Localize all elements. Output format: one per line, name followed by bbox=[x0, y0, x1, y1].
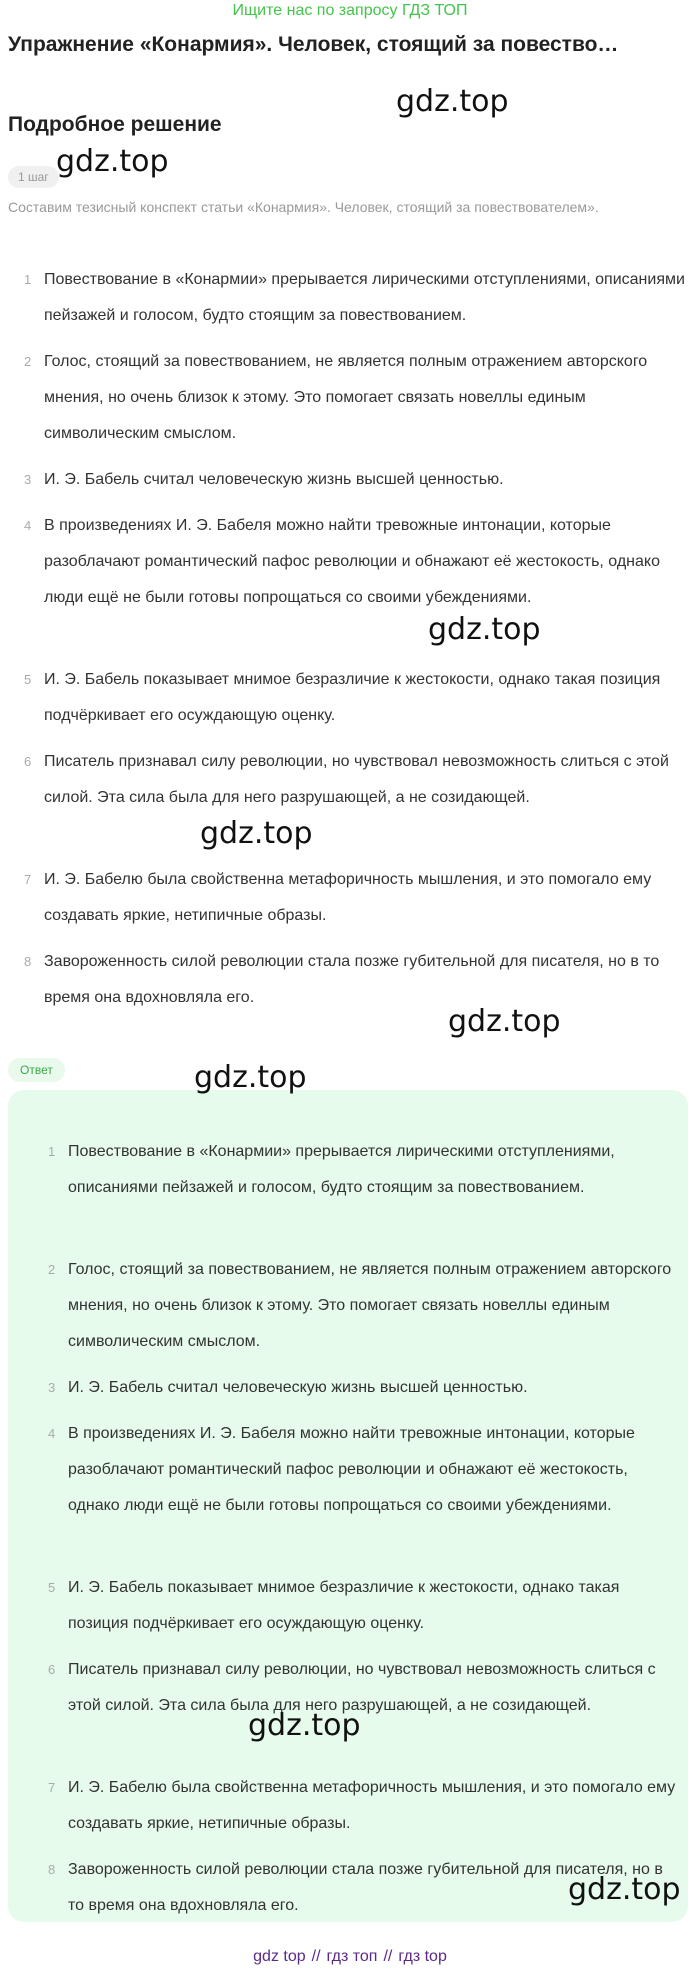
item-number: 5 bbox=[48, 1580, 56, 1595]
list-item bbox=[24, 944, 690, 1026]
search-hint-link[interactable]: Ищите нас по запросу ГДЗ ТОП bbox=[232, 2, 468, 19]
item-text: И. Э. Бабелю была свойственна метафоричность мышления, и это помогало ему создавать яркие, нетипичные образы. bbox=[68, 1779, 676, 1832]
item-text: Голос, стоящий за повествованием, не является полным отражением авторского мнения, но очень близок к этому. Это помогает связать новеллы единым символическим смыслом. bbox=[68, 1261, 672, 1350]
item-text: Писатель признавал силу революции, но чувствовал невозможность слиться с этой силой. Эта сила была для него разрушающей, а не созидающей. bbox=[68, 1661, 656, 1714]
item-number: 2 bbox=[48, 1262, 56, 1277]
watermark: gdz.top bbox=[568, 1872, 681, 1907]
footer-links bbox=[0, 1944, 700, 1970]
list-item bbox=[24, 462, 690, 508]
footer-link[interactable]: гдз топ bbox=[326, 1948, 378, 1965]
footer-link[interactable]: гдз top bbox=[398, 1948, 447, 1965]
item-number: 8 bbox=[48, 1862, 56, 1877]
item-number: 4 bbox=[48, 1426, 56, 1441]
answer-badge: Ответ bbox=[8, 1058, 65, 1082]
item-number: 4 bbox=[24, 518, 32, 533]
item-number: 1 bbox=[48, 1144, 56, 1159]
item-text: Завороженность силой революции стала позже губительной для писателя, но в то время она вдохновляла его. bbox=[44, 953, 660, 1006]
step-badge: 1 шаг bbox=[8, 166, 59, 188]
list-item bbox=[24, 744, 690, 862]
item-text: И. Э. Бабель показывает мнимое безразличие к жестокости, однако такая позиция подчёркивает его осуждающую оценку. bbox=[68, 1579, 620, 1632]
item-text: Писатель признавал силу революции, но чувствовал невозможность слиться с этой силой. Эта сила была для него разрушающей, а не созидающей. bbox=[44, 753, 669, 806]
solution-heading: Подробное решение bbox=[8, 113, 222, 136]
watermark: gdz.top bbox=[56, 144, 169, 179]
watermark: gdz.top bbox=[248, 1708, 361, 1743]
list-item bbox=[24, 262, 690, 344]
solution-list bbox=[24, 262, 690, 1026]
footer-separator: // bbox=[383, 1948, 393, 1965]
footer-separator: // bbox=[311, 1948, 321, 1965]
list-item bbox=[24, 862, 690, 944]
item-text: И. Э. Бабель показывает мнимое безразличие к жестокости, однако такая позиция подчёркивает его осуждающую оценку. bbox=[44, 671, 661, 724]
page-title: Упражнение «Конармия». Человек, стоящий за повество… bbox=[8, 33, 619, 56]
item-number: 7 bbox=[24, 872, 32, 887]
item-text: Голос, стоящий за повествованием, не является полным отражением авторского мнения, но очень близок к этому. Это помогает связать новеллы единым символическим смыслом. bbox=[44, 353, 648, 442]
list-item bbox=[24, 662, 690, 744]
list-item bbox=[48, 1252, 678, 1370]
footer-link[interactable]: gdz top bbox=[253, 1948, 306, 1965]
watermark: gdz.top bbox=[428, 612, 541, 647]
watermark: gdz.top bbox=[194, 1060, 307, 1095]
item-number: 1 bbox=[24, 272, 32, 287]
item-number: 5 bbox=[24, 672, 32, 687]
list-item bbox=[48, 1416, 678, 1570]
item-number: 6 bbox=[24, 754, 32, 769]
item-number: 8 bbox=[24, 954, 32, 969]
list-item bbox=[48, 1652, 678, 1770]
solution-intro: Составим тезисный конспект статьи «Конармия». Человек, стоящий за повествователем». bbox=[8, 199, 599, 215]
item-number: 6 bbox=[48, 1662, 56, 1677]
list-item bbox=[48, 1134, 678, 1252]
item-text: Повествование в «Конармии» прерывается лирическими отступлениями, описаниями пейзажей и голосом, будто стоящим за повествованием. bbox=[44, 271, 685, 324]
item-number: 3 bbox=[24, 472, 32, 487]
watermark: gdz.top bbox=[200, 816, 313, 851]
item-text: И. Э. Бабель считал человеческую жизнь высшей ценностью. bbox=[68, 1379, 528, 1396]
item-text: И. Э. Бабель считал человеческую жизнь высшей ценностью. bbox=[44, 471, 504, 488]
list-item bbox=[48, 1370, 678, 1416]
answer-list bbox=[48, 1134, 678, 1934]
list-item bbox=[24, 508, 690, 662]
item-number: 7 bbox=[48, 1780, 56, 1795]
watermark: gdz.top bbox=[396, 84, 509, 119]
list-item bbox=[48, 1770, 678, 1852]
item-text: Повествование в «Конармии» прерывается лирическими отступлениями, описаниями пейзажей и голосом, будто стоящим за повествованием. bbox=[68, 1143, 615, 1196]
item-number: 3 bbox=[48, 1380, 56, 1395]
item-text: И. Э. Бабелю была свойственна метафоричность мышления, и это помогало ему создавать яркие, нетипичные образы. bbox=[44, 871, 652, 924]
list-item bbox=[48, 1570, 678, 1652]
item-number: 2 bbox=[24, 354, 32, 369]
list-item bbox=[24, 344, 690, 462]
item-text: В произведениях И. Э. Бабеля можно найти тревожные интонации, которые разоблачают романтический пафос революции и обнажают её жестокость, однако люди ещё не были готовы попрощаться со своими убеждениями. bbox=[44, 517, 660, 606]
item-text: В произведениях И. Э. Бабеля можно найти тревожные интонации, которые разоблачают романтический пафос революции и обнажают её жестокость, однако люди ещё не были готовы попрощаться со своими убеждениями. bbox=[68, 1425, 635, 1514]
item-text: Завороженность силой революции стала позже губительной для писателя, но в то время она вдохновляла его. bbox=[68, 1861, 663, 1914]
watermark: gdz.top bbox=[448, 1004, 561, 1039]
